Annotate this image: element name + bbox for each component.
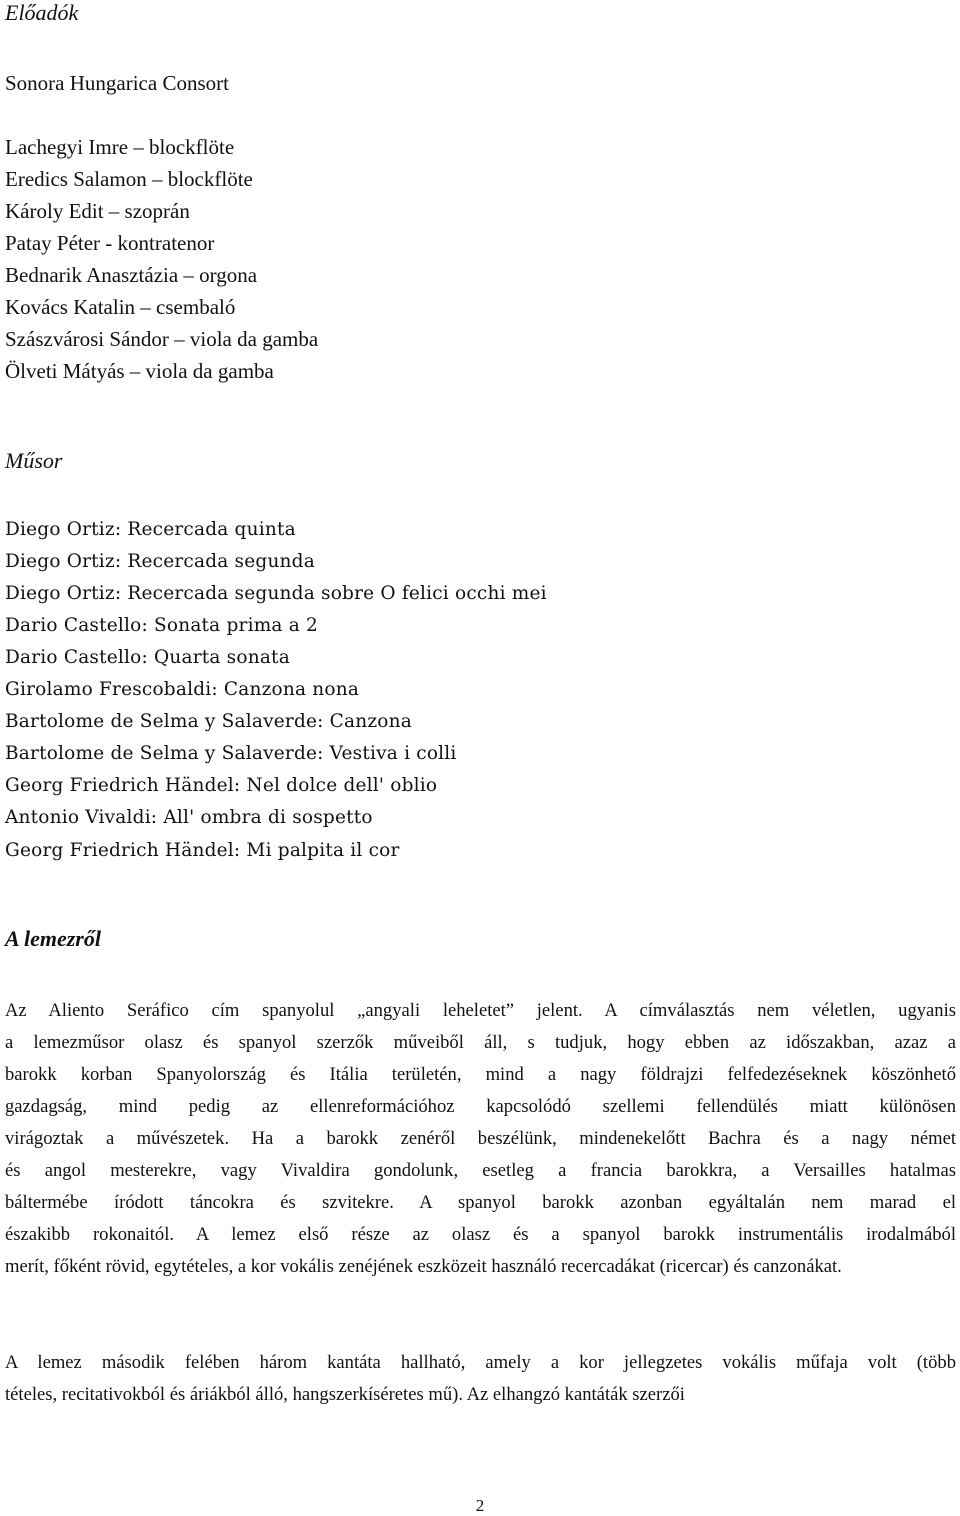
paragraph-line: canzonákat. <box>753 1256 842 1277</box>
program-item: Georg Friedrich Händel: Nel dolce dell' oblio <box>5 775 438 796</box>
performer-item: Eredics Salamon – blockflöte <box>5 167 253 191</box>
paragraph-line: barokk korban Spanyolország és Itália területén, mind a nagy földrajzi felfedezéseknek köszönhető <box>5 1064 956 1085</box>
program-item: Girolamo Frescobaldi: Canzona nona <box>5 679 360 700</box>
program-item: Dario Castello: Quarta sonata <box>5 647 290 668</box>
program-item: Dario Castello: Sonata prima a 2 <box>5 615 319 636</box>
performers-heading: Előadók <box>5 0 79 25</box>
paragraph-line: virágoztak a művészetek. Ha a barokk zenéről beszélünk, mindenekelőtt Bachra és a nagy német <box>5 1128 956 1149</box>
program-item: Bartolome de Selma y Salaverde: Canzona <box>5 711 412 732</box>
performer-item: Lachegyi Imre – blockflöte <box>5 135 235 159</box>
performer-item: Szászvárosi Sándor – viola da gamba <box>5 327 319 351</box>
performer-item: Ölveti Mátyás – viola da gamba <box>5 359 274 383</box>
about-heading: A lemezről <box>5 926 101 951</box>
about-paragraph-1 <box>5 995 956 1283</box>
program-item: Antonio Vivaldi: All' ombra di sospetto <box>5 807 373 828</box>
paragraph-line: A lemez második felében három kantáta hallható, amely a kor jellegzetes vokális műfaja volt (több <box>5 1352 956 1373</box>
paragraph-line: báltermébe íródott táncokra és szvitekre. A spanyol barokk azonban egyáltalán nem marad el <box>5 1192 956 1213</box>
paragraph-line: gazdagság, mind pedig az ellenreformációhoz kapcsolódó szellemi fellendülés miatt különösen <box>5 1096 956 1117</box>
program-item: Georg Friedrich Händel: Mi palpita il cor <box>5 840 400 861</box>
paragraph-line: a lemezműsor olasz és spanyol szerzők műveiből áll, s tudjuk, hogy ebben az időszakban, azaz a <box>5 1032 956 1053</box>
page-number: 2 <box>475 1496 485 1515</box>
performer-item: Patay Péter - kontratenor <box>5 231 215 255</box>
performer-item: Károly Edit – szoprán <box>5 199 190 223</box>
program-item: Diego Ortiz: Recercada segunda <box>5 551 315 572</box>
program-item: Diego Ortiz: Recercada segunda sobre O felici occhi mei <box>5 583 547 604</box>
paragraph-line: merít, főként rövid, egytételes, a kor vokális zenéjének eszközeit használó recercadákat (ricercar) és <box>5 1256 749 1277</box>
paragraph-line: és angol mesterekre, vagy Vivaldira gondolunk, esetleg a francia barokkra, a Versailles hatalmas <box>5 1160 956 1181</box>
program-heading: Műsor <box>5 448 63 473</box>
performer-item: Kovács Katalin – csembaló <box>5 295 236 319</box>
about-paragraph-2 <box>5 1347 956 1411</box>
ensemble-name: Sonora Hungarica Consort <box>5 71 229 95</box>
program-item: Diego Ortiz: Recercada quinta <box>5 519 296 540</box>
program-item: Bartolome de Selma y Salaverde: Vestiva i colli <box>5 743 457 764</box>
paragraph-line: tételes, recitativokból és áriákból álló, hangszerkíséretes mű). Az elhangzó kantáták szerzői <box>5 1384 685 1405</box>
paragraph-line: Az Aliento Seráfico cím spanyolul „angyali leheletet” jelent. A címválasztás nem véletlen, ugyanis <box>5 1000 956 1021</box>
performer-item: Bednarik Anasztázia – orgona <box>5 263 258 287</box>
paragraph-line: északibb rokonaitól. A lemez első része az olasz és a spanyol barokk instrumentális irodalmából <box>5 1224 956 1245</box>
